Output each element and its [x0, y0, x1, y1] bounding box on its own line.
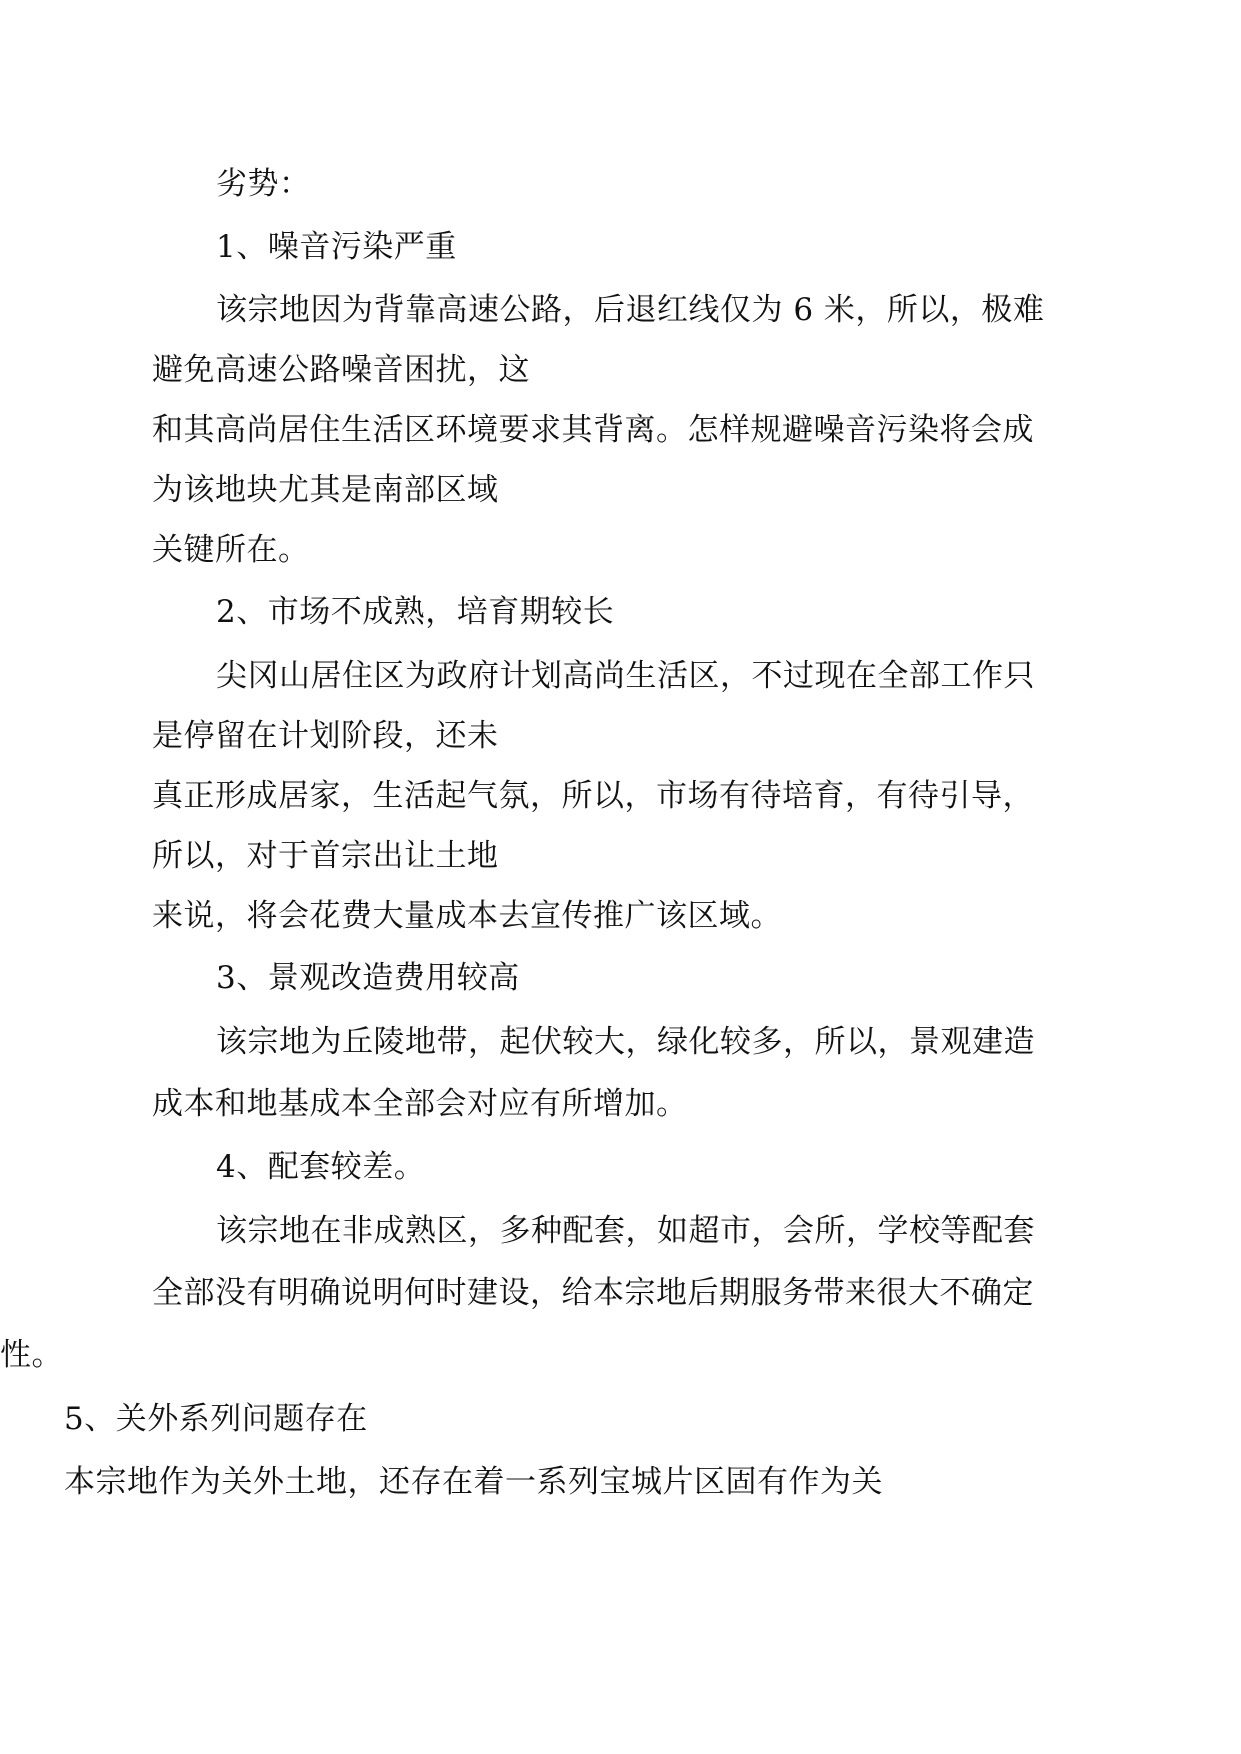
paragraph-line: 和其高尚居住生活区环境要求其背离。怎样规避噪音污染将会成 [152, 412, 1034, 448]
paragraph-line: 关键所在。 [152, 532, 310, 568]
paragraph-line: 成本和地基成本全部会对应有所增加。 [152, 1086, 688, 1122]
paragraph-line: 该宗地在非成熟区，多种配套，如超市，会所，学校等配套 [216, 1213, 1035, 1249]
paragraph-line: 该宗地为丘陵地带，起伏较大，绿化较多，所以，景观建造 [216, 1024, 1035, 1060]
paragraph-line: 为该地块尤其是南部区域 [152, 472, 499, 508]
paragraph-line: 避免高速公路噪音困扰，这 [152, 352, 530, 388]
paragraph-line: 本宗地作为关外土地，还存在着一系列宝城片区固有作为关 [64, 1464, 883, 1500]
paragraph-line: 是停留在计划阶段，还未 [152, 718, 499, 754]
point-heading-5: 5、关外系列问题存在 [64, 1401, 368, 1437]
paragraph-line: 性。 [0, 1337, 63, 1373]
point-heading-4: 4、配套较差。 [216, 1149, 426, 1185]
paragraph-line: 该宗地因为背靠高速公路，后退红线仅为 6 米，所以，极难 [216, 292, 1045, 328]
section-heading-weaknesses: 劣势： [216, 166, 311, 202]
point-heading-3: 3、景观改造费用较高 [216, 960, 520, 996]
paragraph-line: 所以，对于首宗出让土地 [152, 838, 499, 874]
paragraph-line: 来说，将会花费大量成本去宣传推广该区域。 [152, 898, 782, 934]
point-heading-2: 2、市场不成熟，培育期较长 [216, 594, 615, 630]
point-heading-1: 1、噪音污染严重 [216, 229, 457, 265]
paragraph-line: 尖冈山居住区为政府计划高尚生活区，不过现在全部工作只 [216, 658, 1035, 694]
paragraph-line: 真正形成居家，生活起气氛，所以，市场有待培育，有待引导， [152, 778, 1034, 814]
paragraph-line: 全部没有明确说明何时建设，给本宗地后期服务带来很大不确定 [152, 1275, 1034, 1311]
